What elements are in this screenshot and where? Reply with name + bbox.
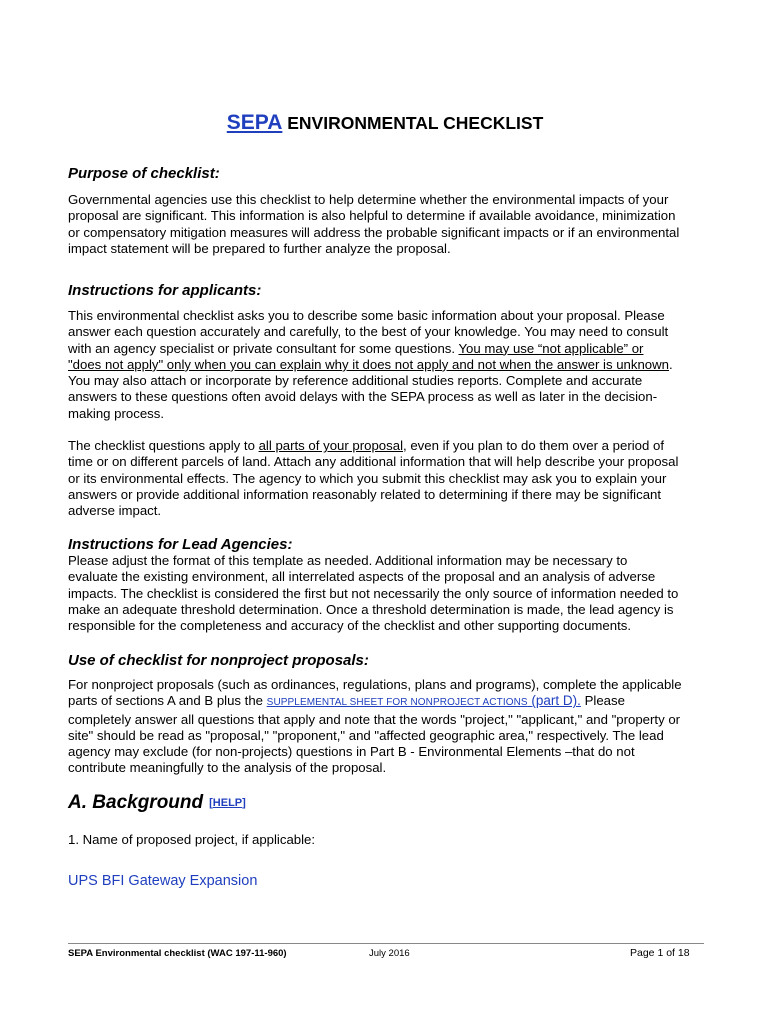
applicants-paragraph-2 [68, 438, 708, 519]
lead-agencies-heading: Instructions for Lead Agencies: [68, 536, 293, 553]
applicants-line: answer each question accurately and carefully, to the best of your knowledge. You may need to consult [68, 324, 669, 340]
applicants-text: with an agency specialist or private consultant for some questions. [68, 340, 459, 356]
nonproject-line: agency may exclude (for non-projects) questions in Part B - Environmental Elements –that do not [68, 744, 635, 760]
footer-date: July 2016 [369, 948, 410, 959]
help-bracket: ] [242, 797, 246, 809]
question-1-label: 1. Name of proposed project, if applicable: [68, 832, 316, 847]
sepa-title-link[interactable]: SEPA [226, 111, 283, 134]
applicants-line: You may also attach or incorporate by reference additional studies reports. Complete and accurate [68, 373, 643, 389]
supplemental-sheet-link[interactable]: SUPPLEMENTAL SHEET FOR NONPROJECT ACTIONS [266, 697, 528, 709]
applicants-paragraph-1 [68, 308, 708, 422]
nonproject-text: Please [580, 693, 625, 709]
lead-line: evaluate the existing environment, all interrelated aspects of the proposal and an analysis of adverse [68, 569, 656, 585]
footer-page-number: Page 1 of 18 [630, 947, 690, 959]
purpose-line: proposal are significant. This information is also helpful to determine if available avoidance, minimization [68, 208, 676, 224]
applicants-text: . [668, 356, 673, 372]
lead-line: impacts. The checklist is considered the first but not necessarily the only source of information needed to [68, 585, 679, 601]
applicants-text: The checklist questions apply to [68, 438, 259, 453]
applicants-line [68, 357, 708, 373]
applicants-line: time or on different parcels of land. Attach any additional information that will help describe your proposal [68, 454, 679, 470]
footer-divider [68, 943, 704, 944]
page-title [0, 111, 770, 135]
nonproject-line: completely answer all questions that apply and note that the words "project," "applicant," and "property or [68, 711, 681, 727]
applicants-text: , even if you plan to do them over a period of [403, 438, 664, 453]
purpose-paragraph [68, 192, 708, 257]
nonproject-line [68, 693, 708, 711]
part-d-link[interactable]: (part D). [527, 693, 581, 709]
not-applicable-note: You may use “not applicable” or [458, 340, 644, 356]
nonproject-text: parts of sections A and B plus the [68, 693, 267, 709]
not-applicable-note: "does not apply" only when you can explain why it does not apply and not when the answer is unknown [68, 356, 669, 372]
lead-line: responsible for the completeness and accuracy of the checklist and other supporting documents. [68, 618, 631, 634]
purpose-line: Governmental agencies use this checklist to help determine whether the environmental impacts of your [68, 192, 669, 207]
page-title-text: ENVIRONMENTAL CHECKLIST [282, 113, 544, 133]
nonproject-line: site" should be read as "proposal," "proponent," and "affected geographic area," respectively. The lead [68, 727, 664, 743]
lead-line: Please adjust the format of this template as needed. Additional information may be necessary to [68, 553, 628, 568]
applicants-line: making process. [68, 405, 165, 421]
applicants-line: This environmental checklist asks you to describe some basic information about your proposal. Please [68, 308, 665, 323]
purpose-line: impact statement will be prepared to further analyze the proposal. [68, 240, 451, 256]
nonproject-paragraph [68, 677, 708, 777]
lead-agencies-paragraph [68, 553, 708, 634]
help-link[interactable] [209, 797, 246, 809]
all-parts-note: all parts of your proposal [258, 438, 403, 453]
applicants-line [68, 438, 708, 454]
help-link-label[interactable]: HELP [212, 797, 243, 809]
footer-document-name: SEPA Environmental checklist (WAC 197-11-960) [68, 948, 287, 959]
background-title: A. Background [68, 792, 204, 813]
nonproject-heading: Use of checklist for nonproject proposals: [68, 652, 369, 669]
applicants-line [68, 341, 708, 357]
applicants-line: or its environmental effects. The agency to which you submit this checklist may ask you to explain your [68, 470, 667, 486]
purpose-heading: Purpose of checklist: [68, 165, 220, 182]
nonproject-line: For nonproject proposals (such as ordinances, regulations, plans and programs), complete the applicable [68, 677, 682, 692]
applicants-line: answers or provide additional information reasonably related to determining if there may be significant [68, 486, 662, 502]
applicants-line: answers to these questions often avoid delays with the SEPA process as well as later in the decision- [68, 389, 658, 405]
help-bracket: [ [209, 797, 213, 809]
background-heading [68, 791, 246, 815]
applicants-line: adverse impact. [68, 503, 162, 519]
purpose-line: or compensatory mitigation measures will address the probable significant impacts or if an environmental [68, 224, 680, 240]
project-name-answer[interactable]: UPS BFI Gateway Expansion [68, 873, 258, 889]
lead-line: make an adequate threshold determination. Once a threshold determination is made, the lead agency is [68, 601, 674, 617]
nonproject-line: contribute meaningfully to the analysis of the proposal. [68, 760, 387, 776]
applicants-heading: Instructions for applicants: [68, 282, 262, 299]
